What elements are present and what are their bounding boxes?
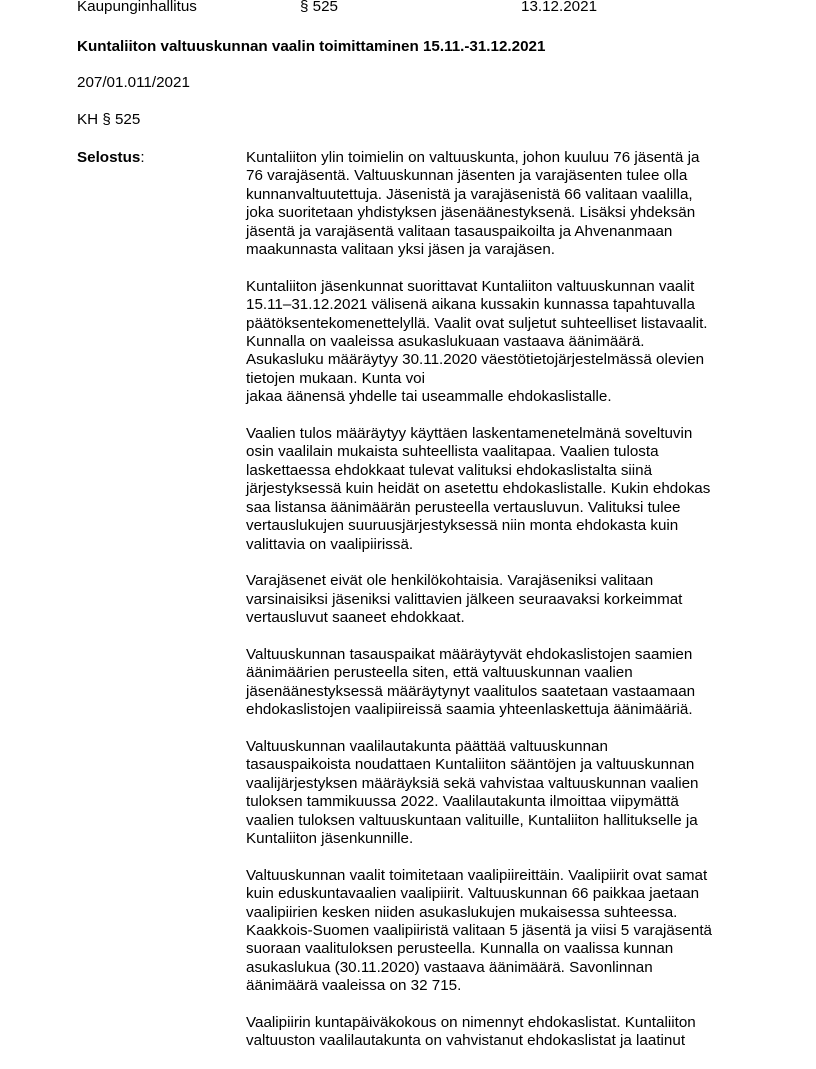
paragraph-line: Kuntaliiton jäsenkunnat suorittavat Kuntaliiton valtuuskunnan vaalit [246,277,695,295]
paragraph-line: Varajäsenet eivät ole henkilökohtaisia. Varajäseniksi valitaan [246,572,654,590]
paragraph-line: Vaalien tulos määräytyy käyttäen laskentamenetelmänä soveltuvin [246,425,693,443]
selostus-paragraph [246,425,746,554]
paragraph-line: valtuuston vaalilautakunta on vahvistanut ehdokaslistat ja laatinut [246,1032,686,1050]
paragraph-line: 76 varajäsentä. Valtuuskunnan jäsenten ja varajäsenten tulee olla [246,167,688,185]
paragraph-line: päätöksentekomenettelyllä. Vaalit ovat suljetut suhteelliset listavaalit. [246,314,708,332]
paragraph-line: Vaalipiirin kuntapäiväkokous on nimennyt ehdokaslistat. Kuntaliiton [246,1013,696,1031]
paragraph-line: äänimäärien perusteella siten, että valtuuskunnan vaalien [246,664,633,682]
kh-section: KH § 525 [77,111,141,128]
selostus-paragraph [246,646,746,720]
paragraph-line: valittavia on vaalipiirissä. [246,535,414,553]
paragraph-line: järjestyksessä kuin heidät on asetettu ehdokaslistalle. Kukin ehdokas [246,480,711,498]
selostus-paragraph [246,572,746,627]
paragraph-line: saa listansa äänimäärän perusteella vertausluvun. Valituksi tulee [246,498,681,516]
paragraph-line: maakunnasta valitaan yksi jäsen ja varajäsen. [246,241,555,259]
paragraph-line: Valtuuskunnan vaalilautakunta päättää valtuuskunnan [246,737,608,755]
paragraph-line: tuloksen tammikuussa 2022. Vaalilautakunta ilmoittaa viipymättä [246,793,679,811]
selostus-label [77,149,145,167]
paragraph-line: kunnanvaltuutettuja. Jäsenistä ja varajäsenistä 66 valitaan vaalilla, [246,185,693,203]
paragraph-line: vertausluvut saaneet ehdokkaat. [246,609,465,627]
document-header [0,0,816,18]
paragraph-line: 15.11–31.12.2021 välisenä aikana kussakin kunnassa tapahtuvalla [246,296,695,314]
paragraph-line: tietojen mukaan. Kunta voi [246,369,425,387]
reference-number: 207/01.011/2021 [77,74,190,91]
paragraph-line: Kunnalla on vaaleissa asukaslukuaan vastaava äänimäärä. [246,333,645,351]
paragraph-line: jäsenäänestyksessä määräytynyt vaalitulos saatetaan vastaamaan [246,682,696,700]
selostus-paragraph [246,278,746,407]
header-date: 13.12.2021 [521,0,598,15]
paragraph-line: Kaakkois-Suomen vaalipiiristä valitaan 5 jäsentä ja viisi 5 varajäsentä [246,921,712,939]
document-title: Kuntaliiton valtuuskunnan vaalin toimittaminen 15.11.-31.12.2021 [77,38,546,55]
paragraph-line: suoraan vaalituloksen perusteella. Kunnalla on vaalissa kunnan [246,940,674,958]
paragraph-line: ehdokaslistojen vaalipiireissä saamia yhteenlaskettuja äänimääriä. [246,701,693,719]
selostus-paragraph [246,1014,746,1051]
paragraph-line: Kuntaliiton jäsenkunnille. [246,829,414,847]
selostus-label-colon: : [140,149,145,166]
paragraph-line: vaalipiirien kesken niiden asukaslukujen mukaisessa suhteessa. [246,903,678,921]
header-organ: Kaupunginhallitus [77,0,197,15]
paragraph-line: tasauspaikoista noudattaen Kuntaliiton sääntöjen ja valtuuskunnan [246,756,695,774]
paragraph-line: Kuntaliiton ylin toimielin on valtuuskunta, johon kuuluu 76 jäsentä ja [246,149,700,166]
paragraph-line: vertauslukujen suuruusjärjestyksessä niin monta ehdokasta kuin [246,517,679,535]
paragraph-line: asukaslukua (30.11.2020) vastaava äänimäärä. Savonlinnan [246,958,653,976]
paragraph-line: Valtuuskunnan vaalit toimitetaan vaalipiireittäin. Vaalipiirit ovat samat [246,866,708,884]
paragraph-line: kuin eduskuntavaalien vaalipiirit. Valtuuskunnan 66 paikkaa jaetaan [246,885,700,903]
paragraph-line: vaalijärjestyksen määräyksiä sekä vahvistaa valtuuskunnan vaalien [246,774,699,792]
selostus-paragraph [246,867,746,996]
paragraph-line: vaalien tuloksen valtuuskuntaan valituille, Kuntaliiton hallitukselle ja [246,811,698,829]
paragraph-line: osin vaalilain mukaista suhteellista vaalitapaa. Vaalien tulosta [246,443,659,461]
paragraph-line: joka suoritetaan yhdistyksen jäsenäänestyksenä. Lisäksi yhdeksän [246,204,696,222]
selostus-label-text: Selostus [77,149,141,166]
header-section: § 525 [300,0,339,15]
selostus-paragraph [246,149,746,259]
selostus-body [246,149,746,1069]
paragraph-line: varsinaisiksi jäseniksi valittavien jälkeen seuraavaksi korkeimmat [246,590,683,608]
paragraph-line: äänimäärä vaaleissa on 32 715. [246,977,462,995]
paragraph-line: jakaa äänensä yhdelle tai useammalle ehdokaslistalle. [246,388,612,406]
selostus-paragraph [246,738,746,848]
paragraph-line: jäsentä ja varajäsentä valitaan tasauspaikoilta ja Ahvenanmaan [246,222,673,240]
paragraph-line: Asukasluku määräytyy 30.11.2020 väestötietojärjestelmässä olevien [246,351,705,369]
paragraph-line: Valtuuskunnan tasauspaikat määräytyvät ehdokaslistojen saamien [246,645,693,663]
paragraph-line: laskettaessa ehdokkaat tulevat valituksi ehdokaslistalta siinä [246,461,653,479]
